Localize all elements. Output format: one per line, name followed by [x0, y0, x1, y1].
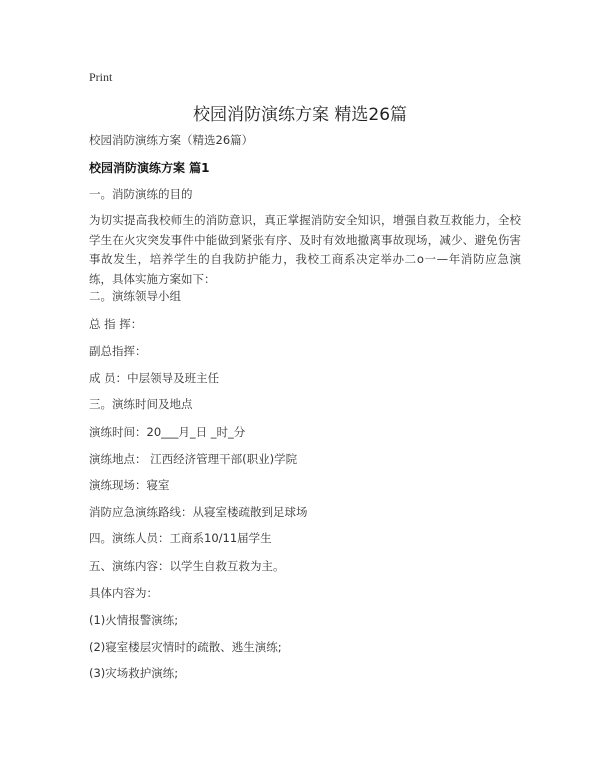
- list-item: (1)火情报警演练;: [89, 613, 179, 627]
- page-title: 校园消防演练方案 精选26篇: [192, 105, 408, 125]
- document-subtitle: 校园消防演练方案（精选26篇）: [89, 133, 254, 147]
- heading-participants: 四。演练人员：工商系10/11届学生: [89, 531, 272, 545]
- drill-time-line: 演练时间：20___月_日 _时_分: [89, 425, 246, 439]
- drill-site-line: 演练现场：寝室: [89, 478, 170, 492]
- heading-time-location: 三。演练时间及地点: [89, 397, 193, 411]
- heading-leadership-group: 二。演练领导小组: [89, 289, 181, 303]
- heading-drill-content: 五、演练内容：以学生自救互救为主。: [89, 559, 285, 573]
- heading-purpose: 一。消防演练的目的: [89, 187, 193, 201]
- evacuation-route-line: 消防应急演练路线：从寝室楼疏散到足球场: [89, 505, 308, 519]
- purpose-paragraph: 为切实提高我校师生的消防意识，真正掌握消防安全知识，增强自救互救能力，全校学生在火灾突发事件中能做到紧张有序、及时有效地撤离事故现场，减少、避免伤害事故发生，培养学生的自我防护能力，我校工商系决定举办二o一—年消防应急演练，具体实施方案如下：: [89, 213, 521, 286]
- section-heading: 校园消防演练方案 篇1: [89, 161, 210, 175]
- members-line: 成 员：中层领导及班主任: [89, 371, 220, 385]
- list-item: (2)寝室楼层灾情时的疏散、逃生演练;: [89, 640, 282, 654]
- commander-line: 总 指 挥：: [89, 317, 143, 331]
- drill-location-line: 演练地点： 江西经济管理干部(职业)学院: [89, 452, 298, 466]
- list-item: (3)灾场救护演练;: [89, 666, 179, 680]
- print-link[interactable]: Print: [89, 70, 113, 84]
- deputy-commander-line: 副总指挥：: [89, 344, 147, 358]
- content-intro-line: 具体内容为：: [89, 586, 158, 600]
